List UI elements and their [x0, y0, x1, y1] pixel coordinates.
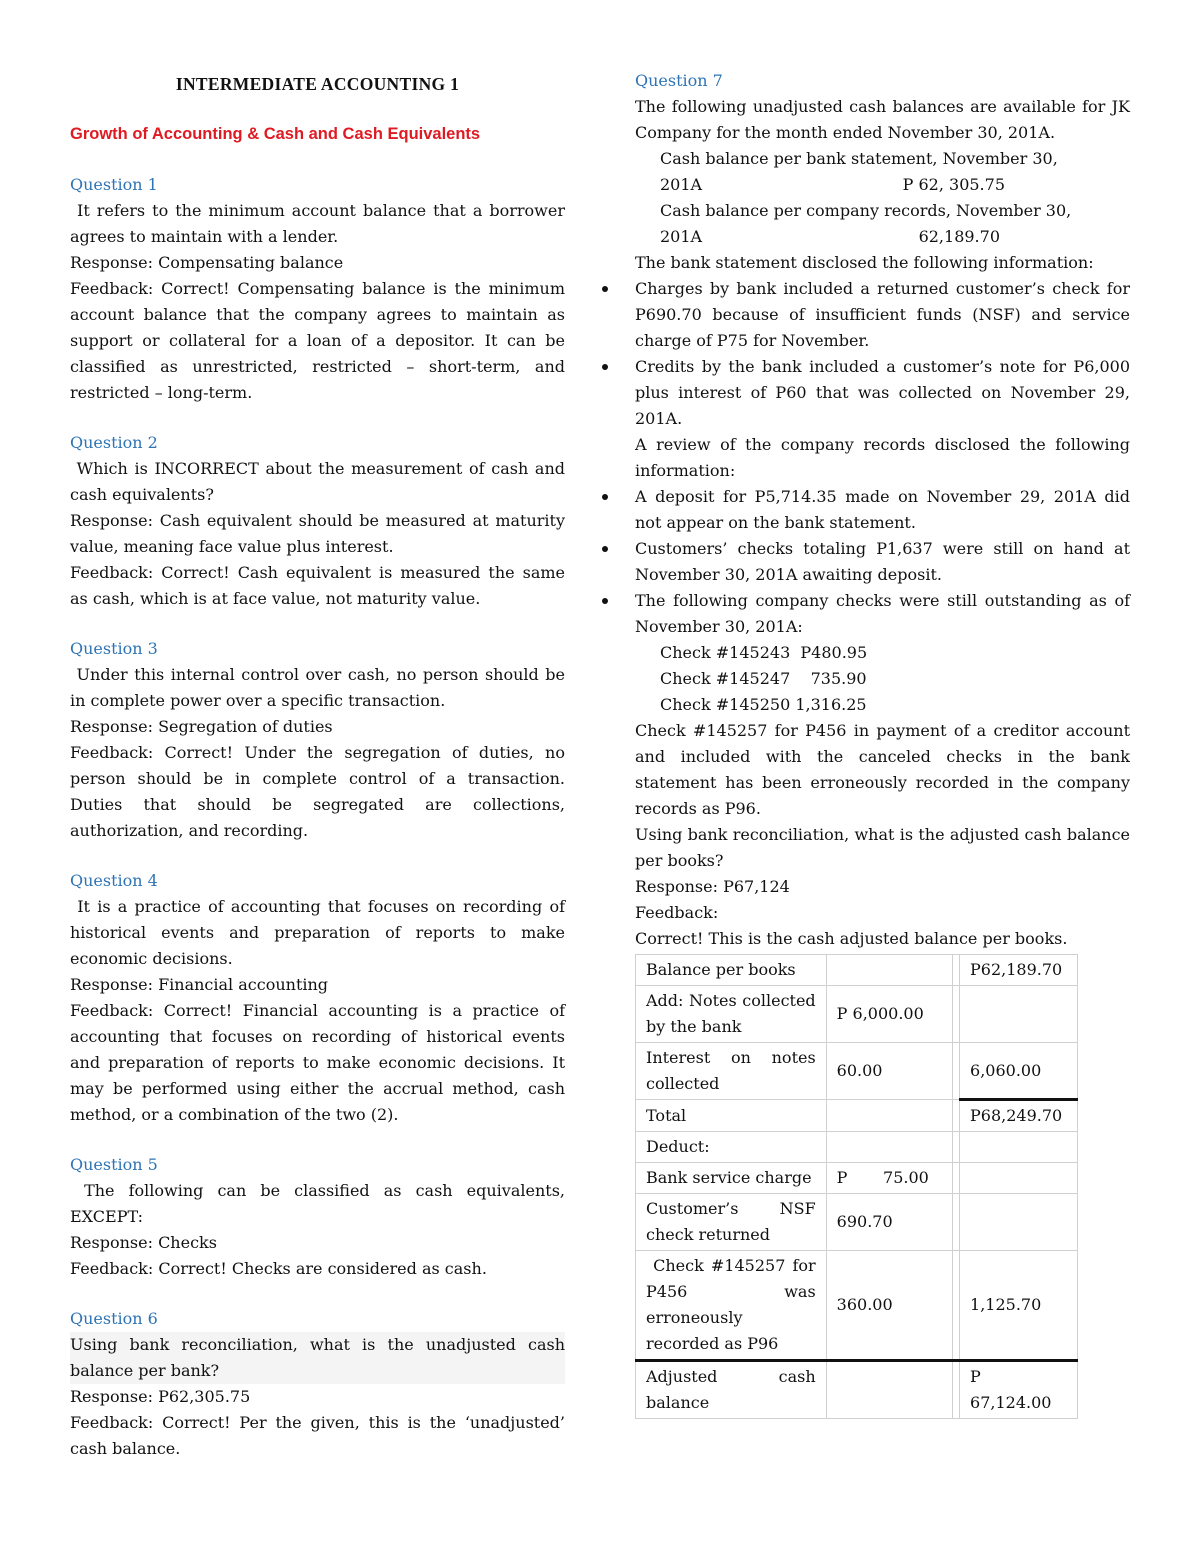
question-5-feedback: Feedback: Correct! Checks are considered as cash. [70, 1259, 487, 1278]
question-1-response: Response: Compensating balance [70, 253, 344, 272]
table-row [636, 1100, 1078, 1132]
question-7-intro: The following unadjusted cash balances are available for JK Company for the month ended November 30, 201A. [635, 97, 1130, 142]
row-adjusted-label: Adjusted cash balance [636, 1361, 827, 1419]
outstanding-checks [635, 640, 1130, 718]
check-145247: Check #145247 735.90 [660, 669, 867, 688]
bullet-outstanding-checks: The following company checks were still outstanding as of November 30, 201A: [635, 588, 1130, 640]
table-row [636, 1361, 1078, 1419]
company-balance-amount: 62,189.70 [918, 227, 1000, 246]
question-3 [70, 636, 571, 844]
company-balance-line [635, 198, 1130, 250]
table-row [636, 1194, 1078, 1251]
right-column [635, 68, 1130, 1419]
question-6-text: Using bank reconciliation, what is the unadjusted cash balance per bank? [70, 1332, 565, 1384]
section-subtitle: Growth of Accounting & Cash and Cash Equivalents [70, 125, 481, 143]
bank-balance-amount: P 62, 305.75 [902, 175, 1005, 194]
row-nsf-label: Customer’s NSF check returned [636, 1194, 827, 1251]
table-row [636, 1132, 1078, 1163]
adjusted-total-value: 67,124.00 [970, 1393, 1052, 1412]
question-2-response: Response: Cash equivalent should be measured at maturity value, meaning face value plus interest. [70, 511, 565, 556]
document-title: INTERMEDIATE ACCOUNTING 1 [175, 74, 460, 94]
company-balance-year: 201A [660, 227, 703, 246]
row-deduct-total: 1,125.70 [960, 1251, 1078, 1361]
question-3-feedback: Feedback: Correct! Under the segregation of duties, no person should be in complete control of a transaction. Duties that should be segregated are collections, authorization, and recording. [70, 743, 565, 840]
adjusted-total-currency: P [970, 1367, 981, 1386]
table-row [636, 1043, 1078, 1100]
question-1-text: It refers to the minimum account balance that a borrower agrees to maintain with a lender. [70, 201, 571, 246]
question-2-feedback: Feedback: Correct! Cash equivalent is measured the same as cash, which is at face value, not maturity value. [70, 563, 565, 608]
question-3-response: Response: Segregation of duties [70, 717, 333, 736]
check-145250: Check #145250 1,316.25 [660, 695, 867, 714]
row-check-error-amount: 360.00 [826, 1251, 952, 1361]
bullet-checks-on-hand: Customers’ checks totaling P1,637 were still on hand at November 30, 201A awaiting deposit. [635, 536, 1130, 588]
company-review-list [635, 484, 1130, 640]
bank-balance-line [635, 146, 1130, 198]
table-row [636, 955, 1078, 986]
bank-balance-year: 201A [660, 175, 703, 194]
table-row [636, 1251, 1078, 1361]
bank-disclosure-list [635, 276, 1130, 432]
company-balance-label: Cash balance per company records, November 30, [660, 201, 1072, 220]
row-check-error-label: Check #145257 for P456 was erroneously recorded as P96 [636, 1251, 827, 1361]
question-6-heading: Question 6 [70, 1309, 158, 1328]
row-notes-label: Add: Notes collected by the bank [636, 986, 827, 1043]
question-2 [70, 430, 571, 612]
question-4 [70, 868, 571, 1128]
question-6 [70, 1306, 565, 1462]
bullet-deposit: A deposit for P5,714.35 made on November 29, 201A did not appear on the bank statement. [635, 484, 1130, 536]
question-4-text: It is a practice of accounting that focuses on recording of historical events and preparation of reports to make economic decisions. [70, 897, 571, 968]
row-total-value: P68,249.70 [960, 1100, 1078, 1132]
row-service-charge-amount: P 75.00 [826, 1163, 952, 1194]
question-5-heading: Question 5 [70, 1155, 158, 1174]
question-2-heading: Question 2 [70, 433, 158, 452]
row-balance-label: Balance per books [636, 955, 827, 986]
question-1 [70, 172, 571, 406]
bank-disclosure-heading: The bank statement disclosed the following information: [635, 253, 1094, 272]
check-error-note: Check #145257 for P456 in payment of a creditor account and included with the canceled checks in the bank statement has been erroneously recorded in the company records as P96. [635, 721, 1130, 818]
row-deduct-label: Deduct: [636, 1132, 827, 1163]
row-total-label: Total [636, 1100, 827, 1132]
bank-reconciliation-table [635, 954, 1078, 1419]
row-adjusted-total [960, 1361, 1078, 1419]
question-2-text: Which is INCORRECT about the measurement of cash and cash equivalents? [70, 459, 571, 504]
bullet-nsf-charges: Charges by bank included a returned customer’s check for P690.70 because of insufficient funds (NSF) and service charge of P75 for November. [635, 276, 1130, 354]
row-interest-total: 6,060.00 [960, 1043, 1078, 1100]
question-3-heading: Question 3 [70, 639, 158, 658]
question-5-response: Response: Checks [70, 1233, 217, 1252]
bank-balance-label: Cash balance per bank statement, November 30, [660, 149, 1058, 168]
row-balance-total: P62,189.70 [960, 955, 1078, 986]
row-interest-label: Interest on notes collected [636, 1043, 827, 1100]
question-7-response: Response: P67,124 [635, 877, 790, 896]
question-7-text: Using bank reconciliation, what is the adjusted cash balance per books? [635, 825, 1130, 870]
table-row [636, 986, 1078, 1043]
table-row [636, 1163, 1078, 1194]
row-interest-amount: 60.00 [826, 1043, 952, 1100]
row-service-charge-label: Bank service charge [636, 1163, 827, 1194]
question-7-feedback: Correct! This is the cash adjusted balance per books. [635, 929, 1068, 948]
question-5-text: The following can be classified as cash equivalents, EXCEPT: [70, 1181, 571, 1226]
bullet-note-credit: Credits by the bank included a customer’s note for P6,000 plus interest of P60 that was collected on November 29, 201A. [635, 354, 1130, 432]
left-column [70, 68, 571, 1486]
question-7-feedback-label: Feedback: [635, 903, 719, 922]
question-6-feedback: Feedback: Correct! Per the given, this is the ‘unadjusted’ cash balance. [70, 1413, 565, 1458]
question-6-response: Response: P62,305.75 [70, 1387, 251, 1406]
question-7-heading: Question 7 [635, 71, 723, 90]
question-1-feedback: Feedback: Correct! Compensating balance is the minimum account balance that the company agrees to maintain as support or collateral for a loan of a depositor. It can be classified as unrestricted, restricted – short-term, and restricted – long-term. [70, 279, 565, 402]
question-5 [70, 1152, 571, 1282]
company-review-heading: A review of the company records disclosed the following information: [635, 435, 1130, 480]
question-1-heading: Question 1 [70, 175, 158, 194]
check-145243: Check #145243 P480.95 [660, 643, 868, 662]
question-3-text: Under this internal control over cash, no person should be in complete power over a specific transaction. [70, 665, 571, 710]
row-notes-amount: P 6,000.00 [826, 986, 952, 1043]
question-4-feedback: Feedback: Correct! Financial accounting is a practice of accounting that focuses on recording of historical events and preparation of reports to make economic decisions. It may be performed using either the accrual method, cash method, or a combination of the two (2). [70, 1001, 565, 1124]
question-4-heading: Question 4 [70, 871, 158, 890]
row-nsf-amount: 690.70 [826, 1194, 952, 1251]
question-4-response: Response: Financial accounting [70, 975, 329, 994]
